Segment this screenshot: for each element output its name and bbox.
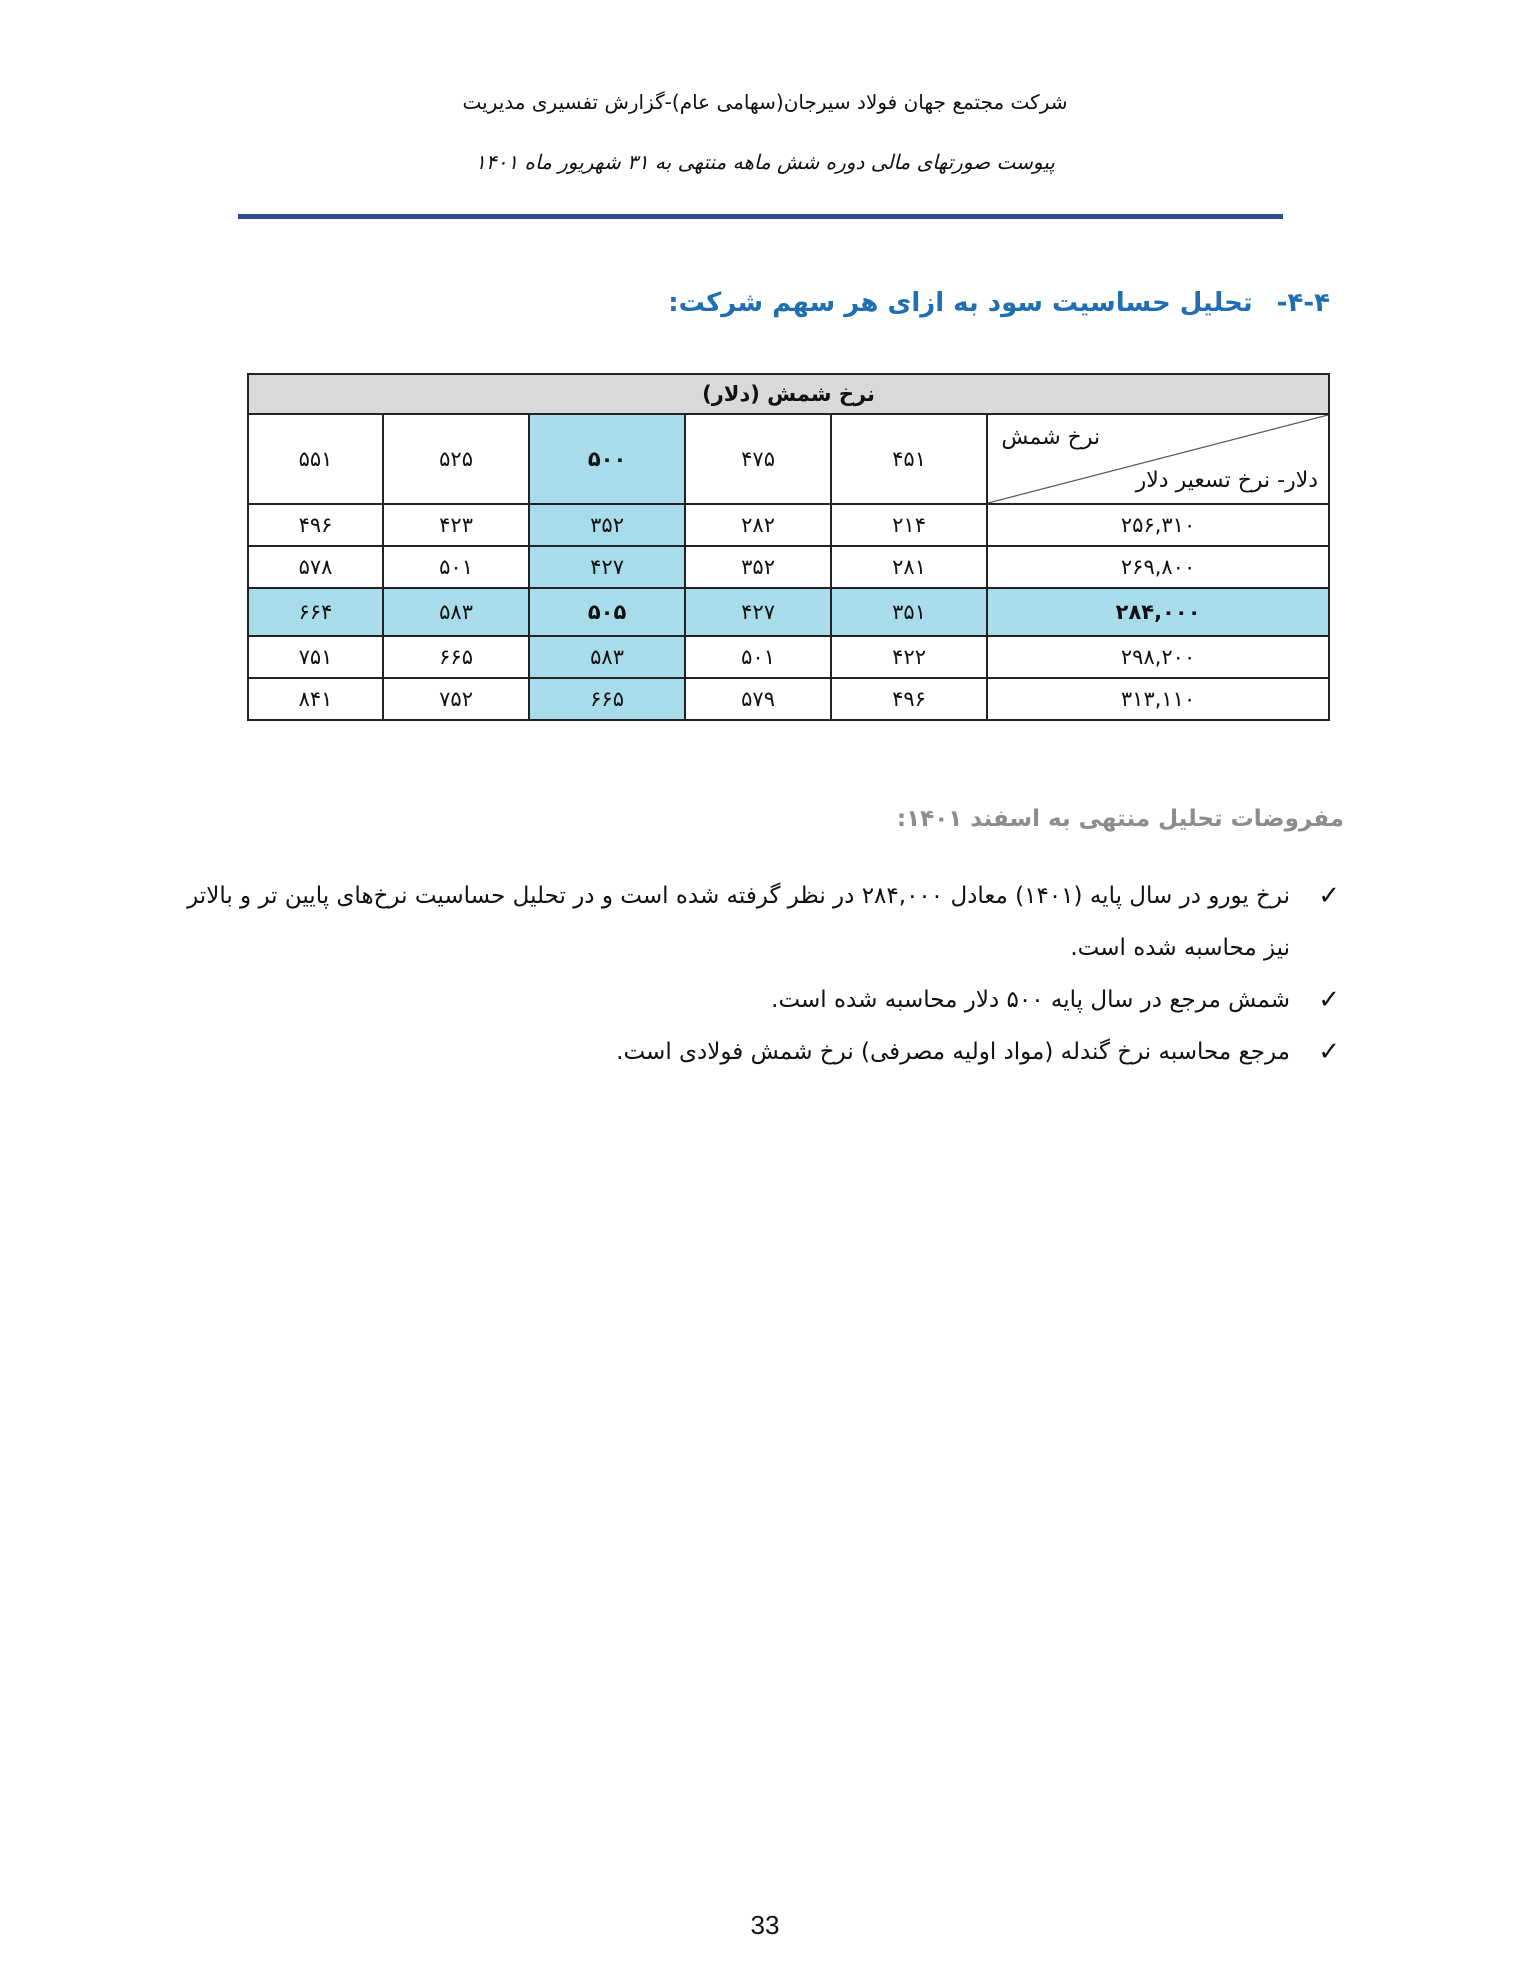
column-header: ۵۵۱ [248,414,383,504]
table-cell: ۶۶۵ [383,636,529,678]
table-cell: ۶۶۵ [529,678,685,720]
table-row [248,678,1329,720]
table-cell: ۷۵۱ [248,636,383,678]
corner-label-bullion-rate: نرخ شمش [1001,425,1101,450]
row-rate: ۲۶۹,۸۰۰ [987,546,1329,588]
checkmark-icon: ✓ [1318,985,1340,1015]
table-cell: ۴۲۷ [529,546,685,588]
table-group-header: نرخ شمش (دلار) [248,374,1329,414]
table-row [248,504,1329,546]
checkmark-icon: ✓ [1318,881,1340,911]
assumptions-heading: مفروضات تحلیل منتهی به اسفند ۱۴۰۱: [896,806,1344,832]
table-row [248,636,1329,678]
list-item [170,1026,1340,1078]
table-cell: ۷۵۲ [383,678,529,720]
table-row-base [248,588,1329,636]
sensitivity-table [247,373,1330,721]
list-item [170,974,1340,1026]
table-cell: ۲۸۲ [685,504,831,546]
page-number: 33 [750,1910,780,1940]
table-row [248,546,1329,588]
corner-label-fx-rate: دلار- نرخ تسعیر دلار [1135,468,1319,493]
column-header: ۵۲۵ [383,414,529,504]
table-cell: ۲۱۴ [831,504,987,546]
table-cell: ۵۷۸ [248,546,383,588]
row-rate: ۲۹۸,۲۰۰ [987,636,1329,678]
section-number: ۴-۴- [1276,288,1330,318]
list-item [170,870,1340,974]
table-cell: ۳۵۱ [831,588,987,636]
table-cell: ۴۲۳ [383,504,529,546]
table-cell: ۵۰۱ [685,636,831,678]
assumption-text: نرخ یورو در سال پایه (۱۴۰۱) معادل ۲۸۴,۰۰۰ در نظر گرفته شده است و در تحلیل حساسیت نرخ‌های پایین تر و بالاتر نیز محاسبه شده است. [187,883,1290,961]
table-cell: ۳۵۲ [685,546,831,588]
table-cell: ۸۴۱ [248,678,383,720]
table-cell: ۵۸۳ [529,636,685,678]
column-header-base: ۵۰۰ [529,414,685,504]
column-header: ۴۷۵ [685,414,831,504]
table-cell: ۵۰۱ [383,546,529,588]
assumption-text: شمش مرجع در سال پایه ۵۰۰ دلار محاسبه شده است. [771,987,1290,1013]
table-corner-cell [987,414,1329,504]
table-cell: ۴۲۲ [831,636,987,678]
header-divider [238,214,1283,219]
table-cell-base: ۵۰۵ [529,588,685,636]
table-cell: ۳۵۲ [529,504,685,546]
column-header: ۴۵۱ [831,414,987,504]
row-rate: ۳۱۳,۱۱۰ [987,678,1329,720]
table-cell: ۴۲۷ [685,588,831,636]
checkmark-icon: ✓ [1318,1037,1340,1067]
assumptions-list [170,870,1340,1078]
table-cell: ۵۷۹ [685,678,831,720]
table-cell: ۴۹۶ [248,504,383,546]
row-rate: ۲۵۶,۳۱۰ [987,504,1329,546]
row-rate-base: ۲۸۴,۰۰۰ [987,588,1329,636]
page-header-company: شرکت مجتمع جهان فولاد سیرجان(سهامی عام)-گزارش تفسیری مدیریت [462,90,1068,114]
table-cell: ۲۸۱ [831,546,987,588]
section-heading [668,288,1330,318]
table-cell: ۵۸۳ [383,588,529,636]
page-header-subtitle: پیوست صورتهای مالی دوره شش ماهه منتهی به ۳۱ شهریور ماه ۱۴۰۱ [475,150,1055,174]
table-cell: ۴۹۶ [831,678,987,720]
section-title-text: تحلیل حساسیت سود به ازای هر سهم شرکت: [668,288,1253,318]
assumption-text: مرجع محاسبه نرخ گندله (مواد اولیه مصرفی) نرخ شمش فولادی است. [616,1039,1290,1065]
table-cell: ۶۶۴ [248,588,383,636]
